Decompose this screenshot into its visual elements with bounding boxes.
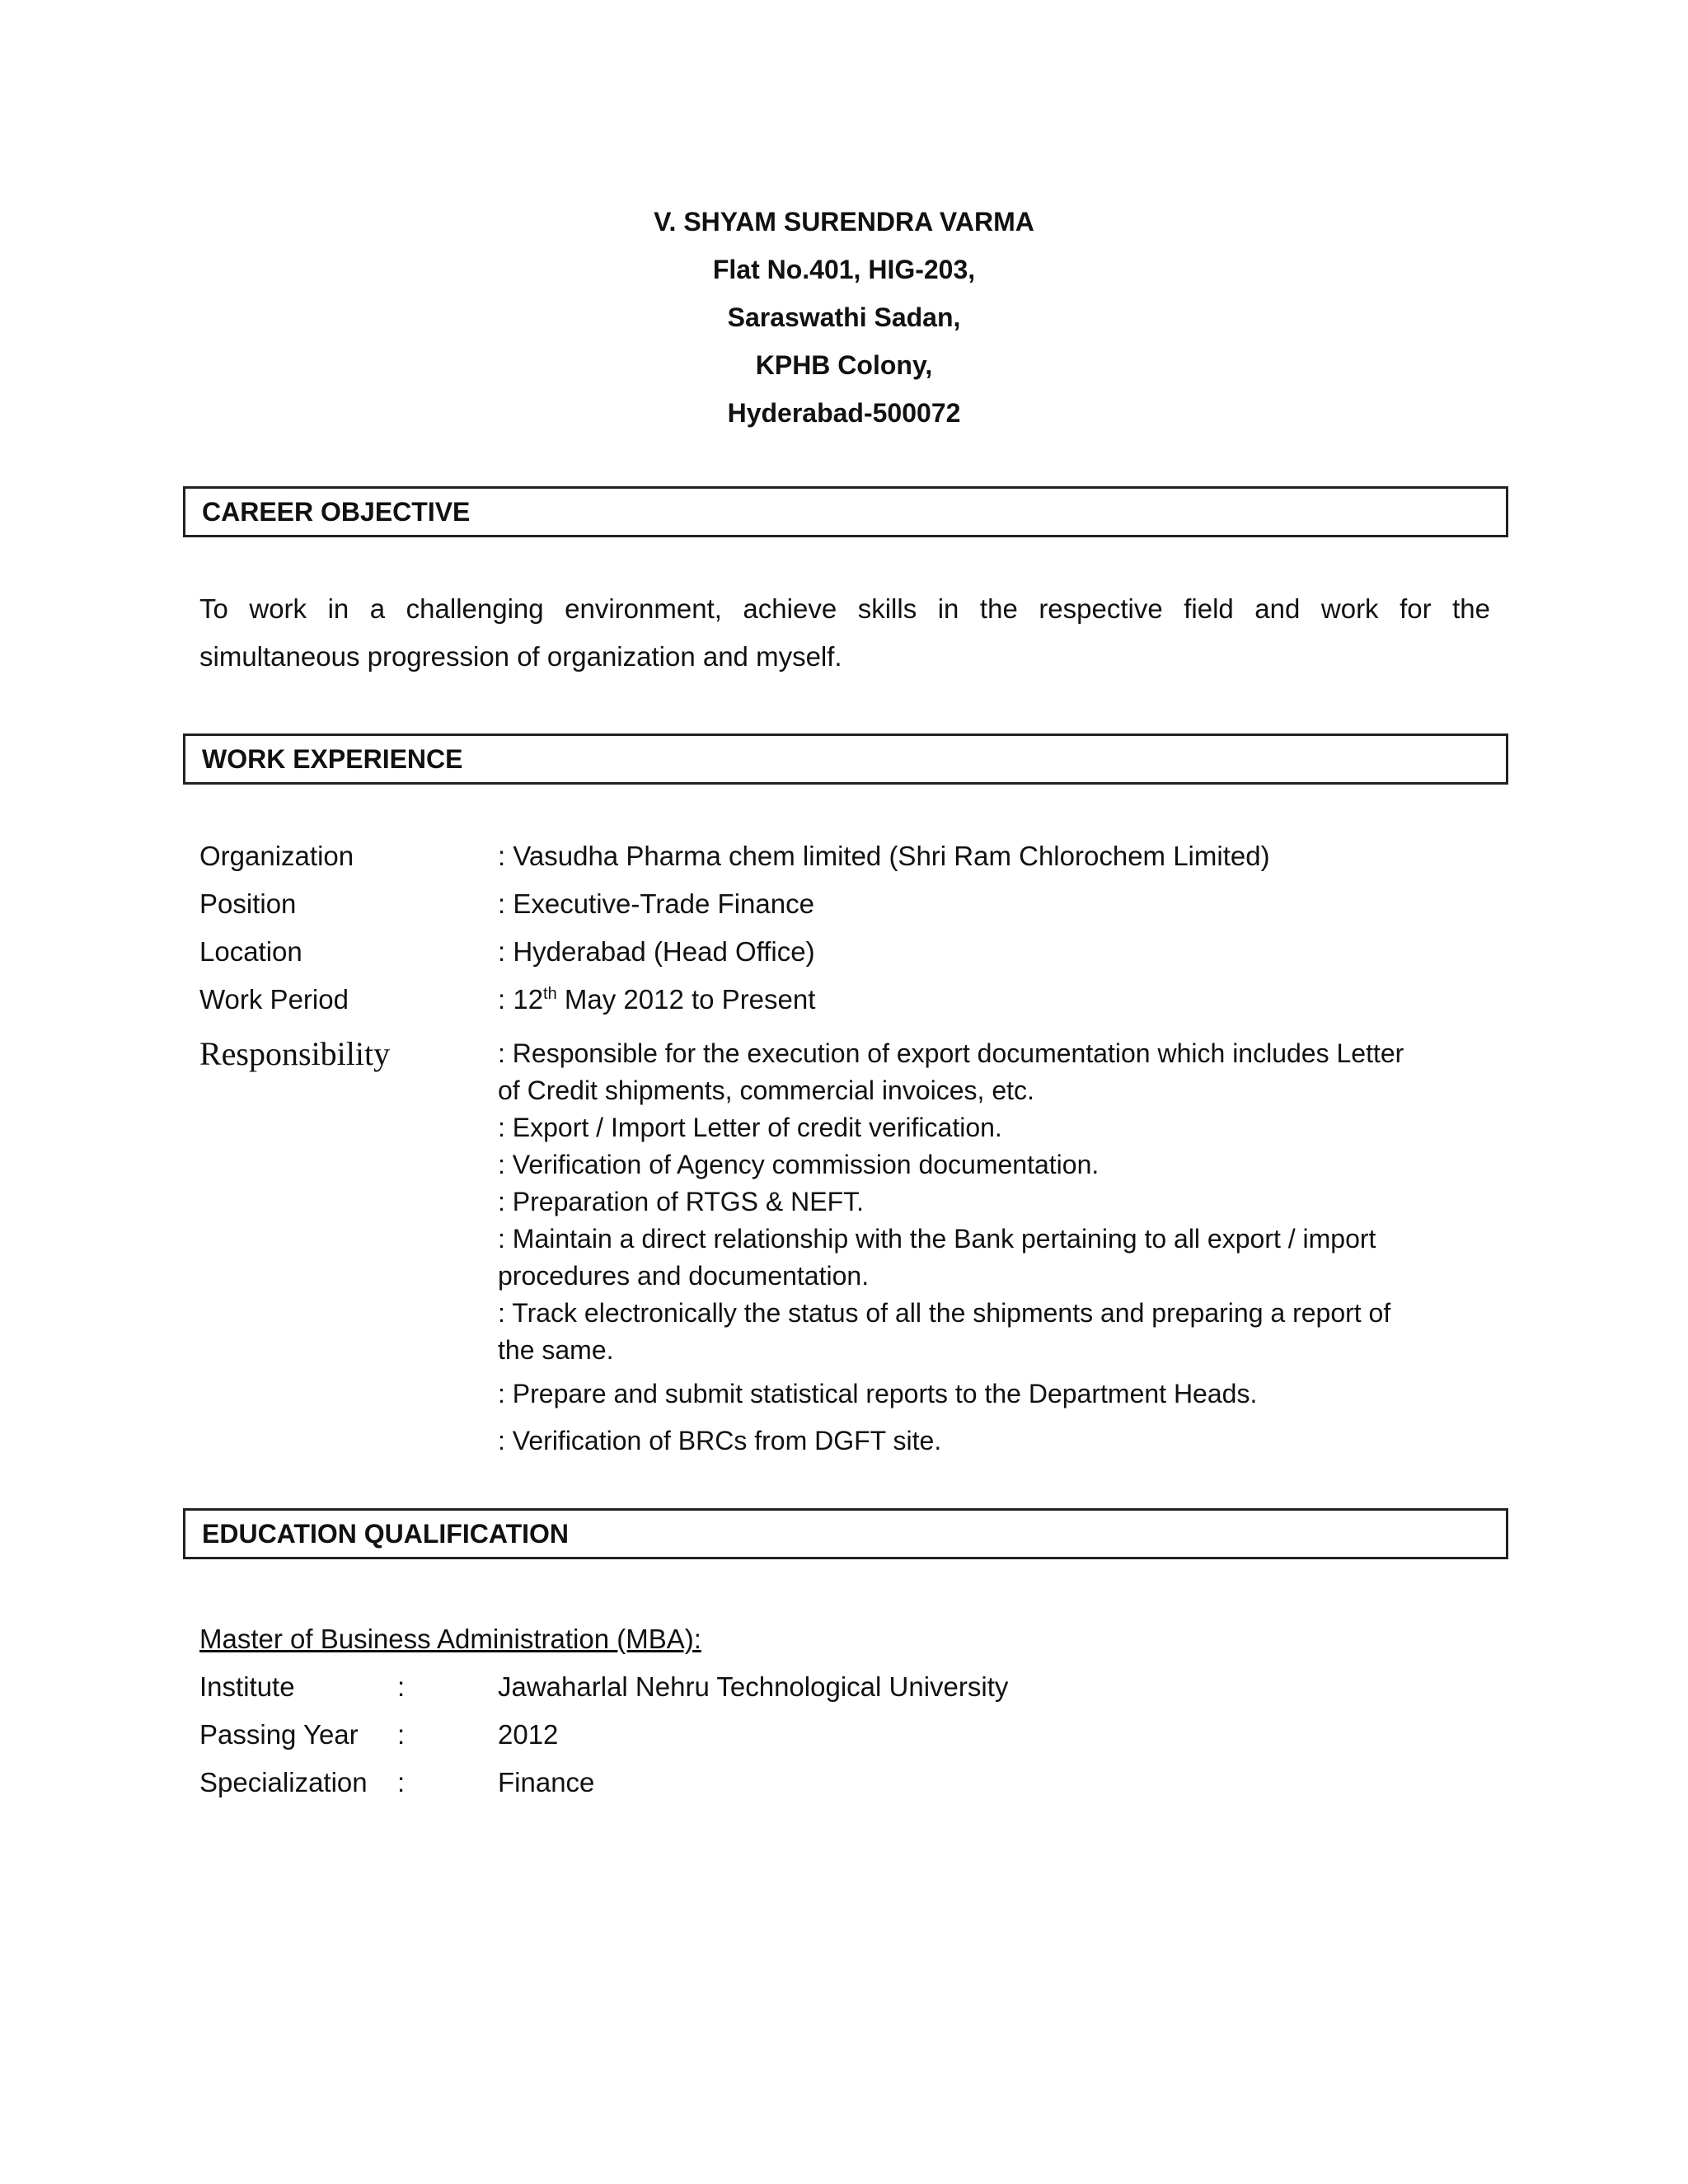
address-line-2: Saraswathi Sadan, bbox=[727, 302, 961, 332]
responsibility-line: : Verification of Agency commission documentation. bbox=[498, 1150, 1100, 1179]
responsibility-label: Responsibility bbox=[199, 1035, 391, 1072]
career-objective-line-1: To work in a challenging environment, achieve skills in the respective field and work for the bbox=[199, 593, 1490, 624]
responsibility-line: : Export / Import Letter of credit verification. bbox=[498, 1113, 1002, 1142]
career-objective-line-2: simultaneous progression of organization and myself. bbox=[199, 641, 842, 672]
degree-title: Master of Business Administration (MBA): bbox=[199, 1624, 701, 1654]
responsibility-list bbox=[498, 1035, 1470, 1465]
specialization-colon: : bbox=[397, 1767, 406, 1797]
responsibility-line: procedures and documentation. bbox=[498, 1261, 870, 1291]
responsibility-line: : Maintain a direct relationship with the Bank pertaining to all export / import bbox=[498, 1224, 1376, 1254]
institute-value: Jawaharlal Nehru Technological University bbox=[498, 1671, 1009, 1702]
organization-label: Organization bbox=[199, 841, 354, 871]
responsibility-line: : Preparation of RTGS & NEFT. bbox=[498, 1187, 865, 1216]
responsibility-line: : Verification of BRCs from DGFT site. bbox=[498, 1426, 942, 1455]
work-experience-heading: WORK EXPERIENCE bbox=[183, 733, 1508, 785]
career-objective-heading: CAREER OBJECTIVE bbox=[183, 486, 1508, 537]
passing-year-label: Passing Year bbox=[199, 1719, 359, 1750]
position-label: Position bbox=[199, 888, 297, 919]
location-label: Location bbox=[199, 936, 302, 967]
location-value: : Hyderabad (Head Office) bbox=[498, 936, 815, 967]
organization-value: : Vasudha Pharma chem limited (Shri Ram Chlorochem Limited) bbox=[498, 841, 1270, 871]
passing-year-colon: : bbox=[397, 1719, 406, 1750]
specialization-value: Finance bbox=[498, 1767, 595, 1797]
responsibility-line: of Credit shipments, commercial invoices, etc. bbox=[498, 1076, 1034, 1105]
position-value: : Executive-Trade Finance bbox=[498, 888, 814, 919]
education-heading: EDUCATION QUALIFICATION bbox=[183, 1508, 1508, 1559]
responsibility-line: : Responsible for the execution of export documentation which includes Letter bbox=[498, 1038, 1404, 1068]
work-period-prefix: : 12 bbox=[498, 984, 544, 1015]
passing-year-value: 2012 bbox=[498, 1719, 559, 1750]
address-line-4: Hyderabad-500072 bbox=[727, 398, 961, 428]
responsibility-line: : Track electronically the status of all the shipments and preparing a report of bbox=[498, 1298, 1391, 1328]
responsibility-line: : Prepare and submit statistical reports to the Department Heads. bbox=[498, 1379, 1258, 1408]
work-period-superscript: th bbox=[543, 985, 557, 1003]
work-period-label: Work Period bbox=[199, 984, 349, 1015]
work-period-suffix: May 2012 to Present bbox=[556, 984, 816, 1015]
institute-label: Institute bbox=[199, 1671, 295, 1702]
address-line-1: Flat No.401, HIG-203, bbox=[712, 255, 976, 284]
responsibility-line: the same. bbox=[498, 1335, 614, 1365]
specialization-label: Specialization bbox=[199, 1767, 368, 1797]
work-period-value bbox=[498, 976, 815, 1024]
career-objective-text bbox=[199, 585, 1490, 681]
candidate-name: V. SHYAM SURENDRA VARMA bbox=[654, 207, 1034, 237]
resume-header bbox=[0, 198, 1688, 437]
address-line-3: KPHB Colony, bbox=[755, 350, 933, 380]
institute-colon: : bbox=[397, 1671, 406, 1702]
